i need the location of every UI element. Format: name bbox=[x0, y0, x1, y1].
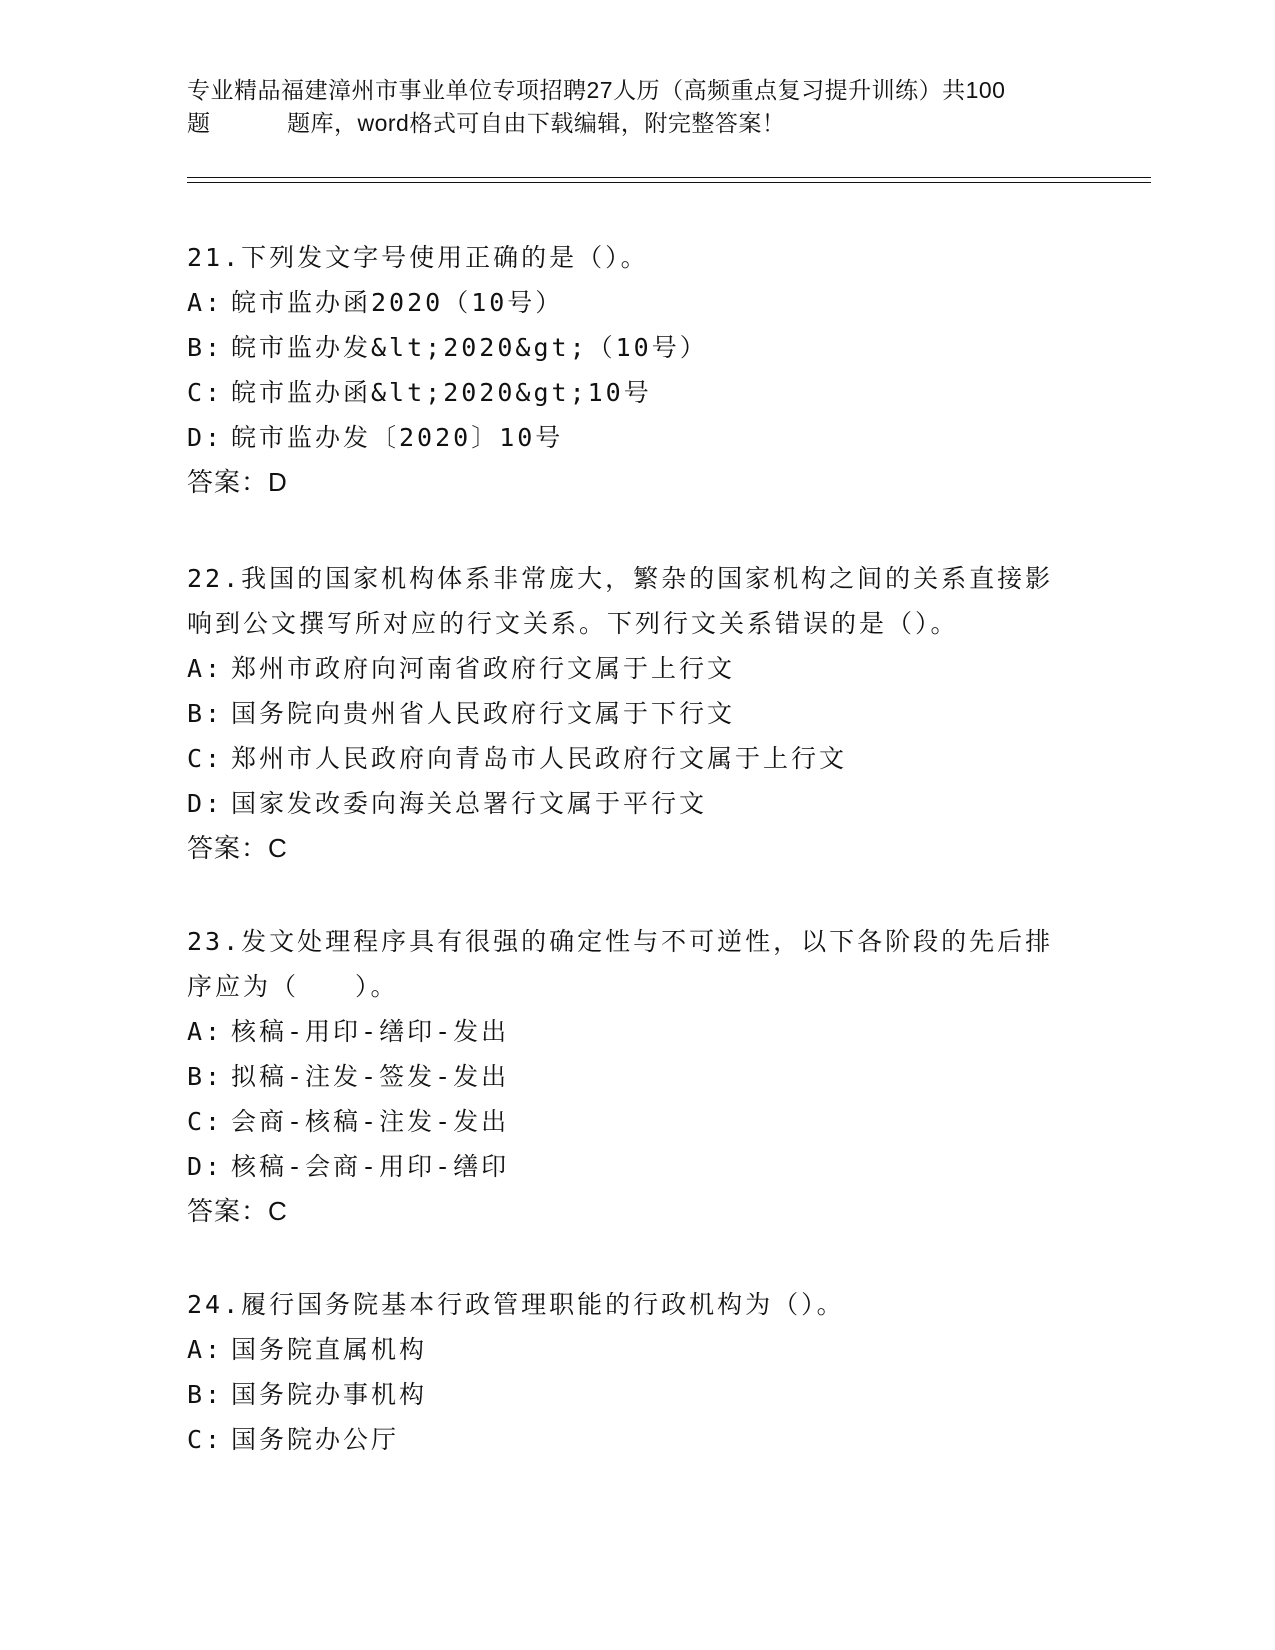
option-label: D: bbox=[187, 1152, 224, 1181]
option-label: D: bbox=[187, 423, 224, 452]
option-text: 核稿-会商-用印-缮印 bbox=[231, 1152, 510, 1181]
option-label: B: bbox=[187, 1062, 224, 1091]
option-text: 郑州市政府向河南省政府行文属于上行文 bbox=[231, 654, 736, 683]
option-label: A: bbox=[187, 1335, 224, 1364]
question-stem: 21.下列发文字号使用正确的是（）。 bbox=[187, 243, 649, 272]
option-label: B: bbox=[187, 699, 224, 728]
option-label: C: bbox=[187, 378, 224, 407]
option-label: D: bbox=[187, 789, 224, 818]
option-text: 皖市监办发〔2020〕10号 bbox=[231, 423, 564, 452]
option-b bbox=[187, 691, 1087, 736]
option-text: 郑州市人民政府向青岛市人民政府行文属于上行文 bbox=[231, 744, 848, 773]
question-stem-line-2: 响到公文撰写所对应的行文关系。下列行文关系错误的是（）。 bbox=[187, 609, 959, 638]
option-c bbox=[187, 1417, 1087, 1462]
option-c bbox=[187, 370, 1087, 415]
option-b bbox=[187, 1372, 1087, 1417]
question-stem-line-2: 序应为（ ）。 bbox=[187, 972, 399, 1001]
option-c bbox=[187, 1099, 1087, 1144]
answer-line: 答案：D bbox=[187, 467, 288, 497]
header-divider-bottom bbox=[187, 182, 1151, 183]
option-text: 会商-核稿-注发-发出 bbox=[231, 1107, 510, 1136]
option-a bbox=[187, 1009, 1087, 1054]
option-text: 国务院直属机构 bbox=[231, 1335, 428, 1364]
header-line-2-text: 题库，word格式可自由下载编辑，附完整答案！ bbox=[287, 110, 786, 136]
option-label: A: bbox=[187, 288, 224, 317]
document-header bbox=[187, 74, 1067, 140]
question-23 bbox=[187, 919, 1087, 1234]
answer-line: 答案：C bbox=[187, 833, 288, 863]
header-line-2-lead: 题 bbox=[187, 110, 211, 136]
option-c bbox=[187, 736, 1087, 781]
option-text: 拟稿-注发-签发-发出 bbox=[231, 1062, 510, 1091]
option-label: A: bbox=[187, 1017, 224, 1046]
option-text: 皖市监办函2020（10号） bbox=[231, 288, 564, 317]
option-d bbox=[187, 1144, 1087, 1189]
question-stem: 24.履行国务院基本行政管理职能的行政机构为（）。 bbox=[187, 1290, 845, 1319]
option-a bbox=[187, 646, 1087, 691]
question-stem-line-1: 22.我国的国家机构体系非常庞大，繁杂的国家机构之间的关系直接影 bbox=[187, 564, 1054, 593]
option-label: B: bbox=[187, 1380, 224, 1409]
header-divider-top bbox=[187, 177, 1151, 178]
option-text: 国务院办公厅 bbox=[231, 1425, 400, 1454]
question-22 bbox=[187, 556, 1087, 871]
option-b bbox=[187, 325, 1087, 370]
answer-line: 答案：C bbox=[187, 1196, 288, 1226]
option-d bbox=[187, 781, 1087, 826]
option-text: 国家发改委向海关总署行文属于平行文 bbox=[231, 789, 708, 818]
question-stem-line-1: 23.发文处理程序具有很强的确定性与不可逆性，以下各阶段的先后排 bbox=[187, 927, 1054, 956]
question-24 bbox=[187, 1282, 1087, 1462]
option-text: 皖市监办发&lt;2020&gt;（10号） bbox=[231, 333, 708, 362]
option-text: 皖市监办函&lt;2020&gt;10号 bbox=[231, 378, 652, 407]
option-label: C: bbox=[187, 1107, 224, 1136]
option-text: 国务院向贵州省人民政府行文属于下行文 bbox=[231, 699, 736, 728]
option-a bbox=[187, 280, 1087, 325]
header-line-1: 专业精品福建漳州市事业单位专项招聘27人历（高频重点复习提升训练）共100 bbox=[187, 77, 1006, 103]
option-label: B: bbox=[187, 333, 224, 362]
option-label: C: bbox=[187, 744, 224, 773]
question-21 bbox=[187, 235, 1087, 505]
option-a bbox=[187, 1327, 1087, 1372]
option-label: A: bbox=[187, 654, 224, 683]
header-line-2 bbox=[187, 107, 1067, 140]
option-d bbox=[187, 415, 1087, 460]
option-b bbox=[187, 1054, 1087, 1099]
option-label: C: bbox=[187, 1425, 224, 1454]
option-text: 核稿-用印-缮印-发出 bbox=[231, 1017, 510, 1046]
option-text: 国务院办事机构 bbox=[231, 1380, 428, 1409]
